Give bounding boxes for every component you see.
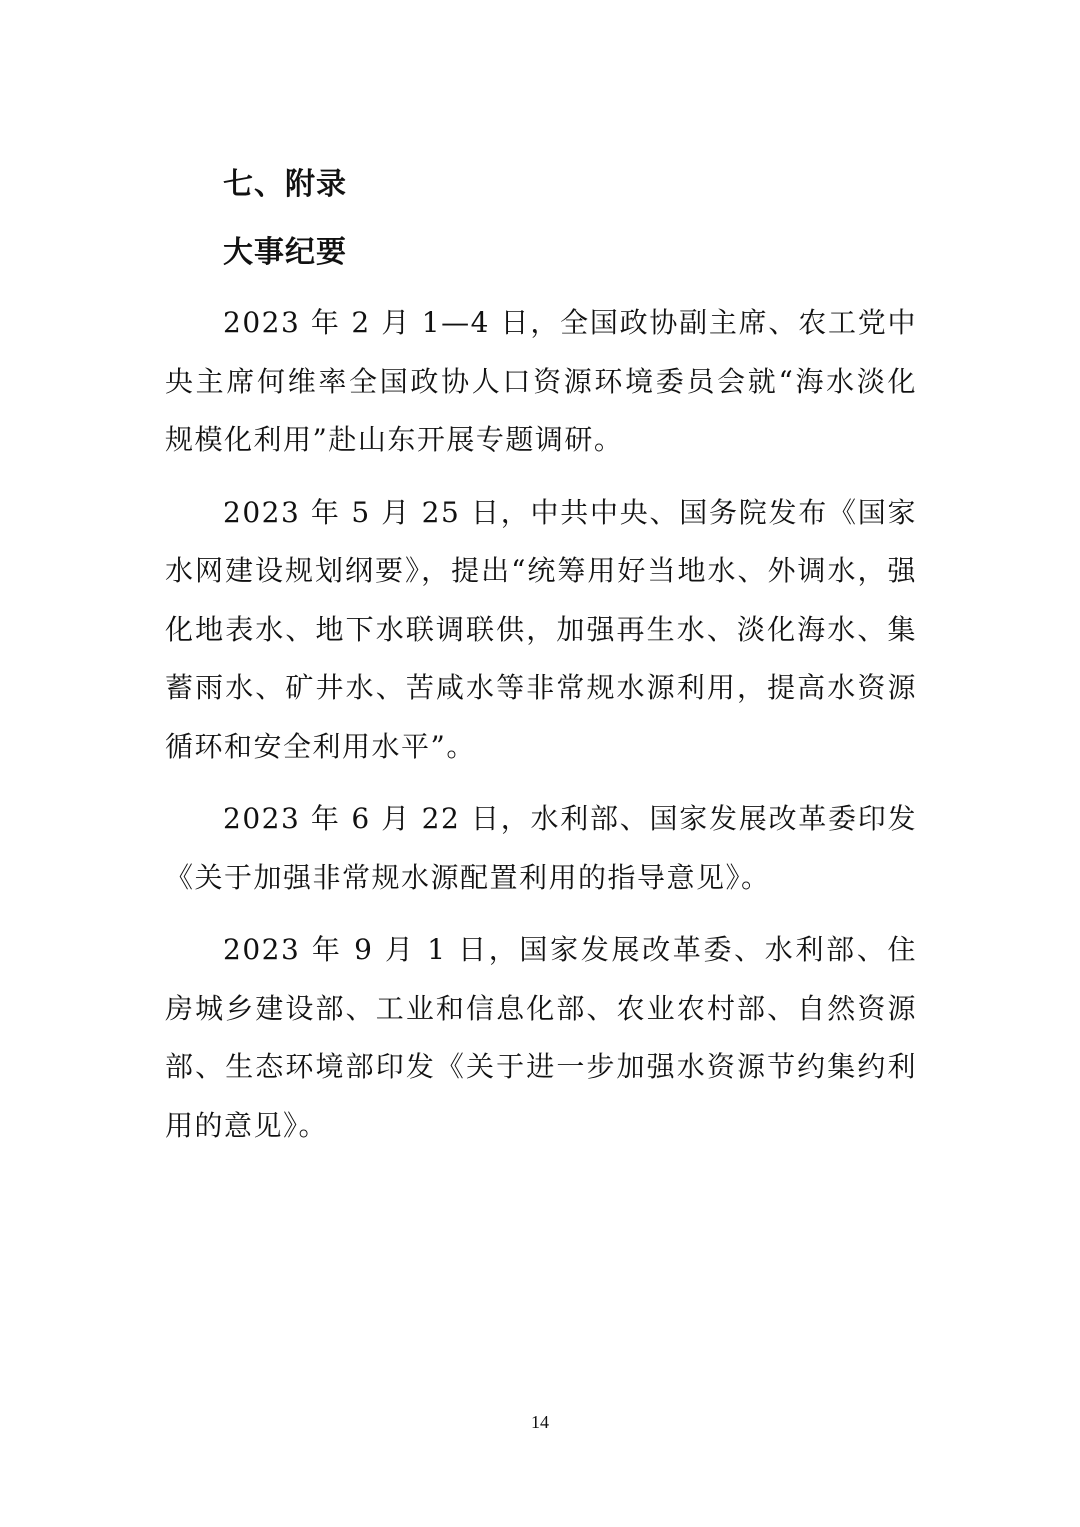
page-number: 14	[531, 1412, 549, 1432]
document-body	[165, 160, 917, 1155]
section-heading: 七、附录	[223, 167, 347, 202]
paragraph-3: 2023 年 6 月 22 日，水利部、国家发展改革委印发《关于加强非常规水源配置利用的指导意见》。	[165, 802, 917, 894]
paragraph-4: 2023 年 9 月 1 日，国家发展改革委、水利部、住房城乡建设部、工业和信息化部、农业农村部、自然资源部、生态环境部印发《关于进一步加强水资源节约集约利用的意见》。	[165, 933, 917, 1142]
sub-heading: 大事纪要	[223, 235, 347, 270]
paragraph-2: 2023 年 5 月 25 日，中共中央、国务院发布《国家水网建设规划纲要》，提出“统筹用好当地水、外调水，强化地表水、地下水联调联供，加强再生水、淡化海水、集蓄雨水、矿井水、苦咸水等非常规水源利用，提高水资源循环和安全利用水平”。	[165, 495, 917, 763]
paragraph-1: 2023 年 2 月 1—4 日，全国政协副主席、农工党中央主席何维率全国政协人口资源环境委员会就“海水淡化规模化利用”赴山东开展专题调研。	[165, 306, 917, 456]
